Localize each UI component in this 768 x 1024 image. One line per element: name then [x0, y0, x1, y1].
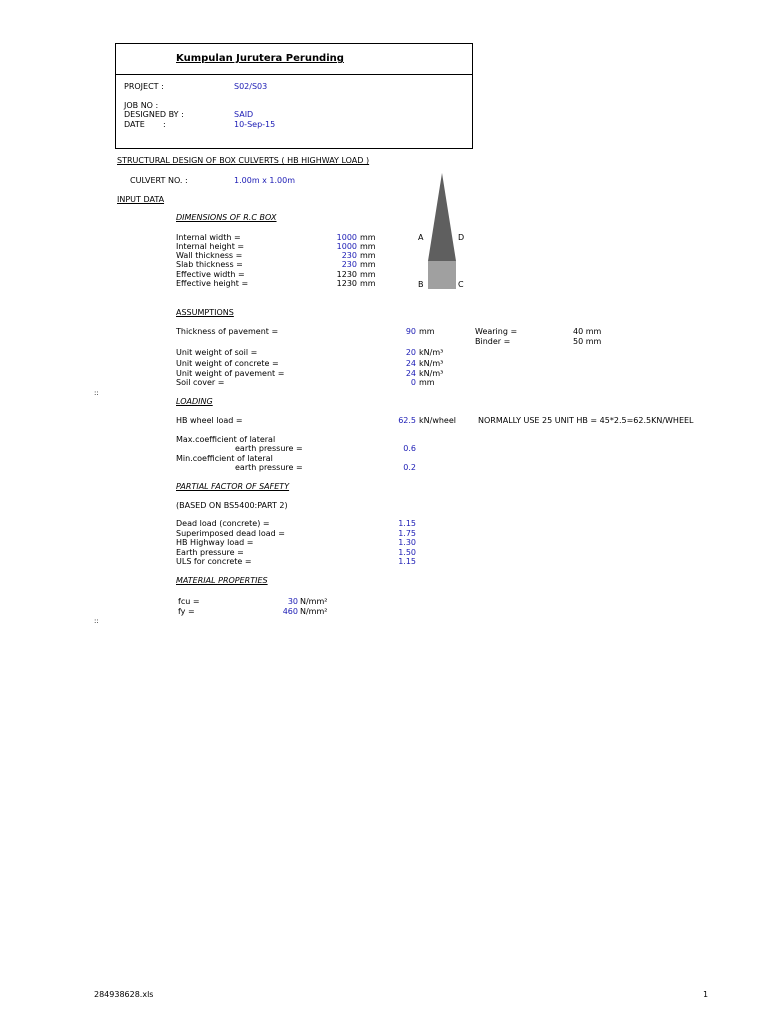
safety-label: Superimposed dead load =	[176, 529, 286, 538]
dim-label: Effective width =	[176, 270, 245, 279]
assumption-value: 24	[405, 359, 416, 368]
hb-load-unit: kN/wheel	[419, 416, 456, 425]
pavement-unit: mm	[419, 327, 435, 336]
culvert-label: CULVERT NO. :	[130, 176, 188, 185]
assumption-unit: kN/m³	[419, 348, 444, 357]
dim-label: Internal height =	[176, 242, 245, 251]
diagram-label-a: A	[418, 233, 424, 242]
dim-unit: mm	[360, 251, 376, 260]
assumption-unit: kN/m³	[419, 359, 444, 368]
safety-value: 1.15	[398, 557, 416, 566]
max-coefficient-value: 0.6	[403, 444, 416, 453]
date-value: 10-Sep-15	[234, 120, 276, 129]
row-separator: ::	[94, 389, 99, 397]
dim-value: 230	[341, 260, 357, 269]
assumption-unit: kN/m³	[419, 369, 444, 378]
dim-value: 1000	[336, 242, 357, 251]
min-coefficient-label: Min.coefficient of lateral	[176, 454, 273, 463]
diagram-label-b: B	[418, 280, 424, 289]
assumption-label: Soil cover =	[176, 378, 225, 387]
dim-unit: mm	[360, 279, 376, 288]
fcu-unit: N/mm²	[300, 597, 328, 606]
project-value: S02/S03	[234, 82, 268, 91]
fy-label: fy =	[178, 607, 195, 616]
hb-load-value: 62.5	[398, 416, 416, 425]
safety-heading: PARTIAL FACTOR OF SAFETY	[176, 482, 290, 491]
safety-label: Dead load (concrete) =	[176, 519, 270, 528]
fcu-label: fcu =	[178, 597, 200, 606]
material-heading: MATERIAL PROPERTIES	[176, 576, 268, 585]
assumption-label: Unit weight of concrete =	[176, 359, 279, 368]
diagram-label-d: D	[458, 233, 465, 242]
pavement-value: 90	[405, 327, 416, 336]
dim-value: 1230	[336, 279, 357, 288]
fy-value: 460	[282, 607, 298, 616]
assumption-value: 24	[405, 369, 416, 378]
max-earth-pressure-label: earth pressure =	[235, 444, 303, 453]
wearing-value: 40 mm	[573, 327, 602, 336]
dim-label: Effective height =	[176, 279, 249, 288]
footer-page-number: 1	[703, 990, 709, 999]
row-separator: ::	[94, 617, 99, 625]
culvert-spire-shape	[428, 173, 456, 261]
max-coefficient-label: Max.coefficient of lateral	[176, 435, 276, 444]
dim-value: 1000	[336, 233, 357, 242]
dim-unit: mm	[360, 233, 376, 242]
culvert-value: 1.00m x 1.00m	[234, 176, 296, 185]
header-divider	[115, 74, 473, 75]
fcu-value: 30	[287, 597, 298, 606]
designedby-label: DESIGNED BY :	[124, 110, 184, 119]
diagram-label-c: C	[458, 280, 464, 289]
safety-value: 1.50	[398, 548, 416, 557]
dim-unit: mm	[360, 260, 376, 269]
company-name: Kumpulan Jurutera Perunding	[176, 53, 344, 64]
min-earth-pressure-label: earth pressure =	[235, 463, 303, 472]
dim-label: Wall thickness =	[176, 251, 243, 260]
dimensions-heading: DIMENSIONS OF R.C BOX	[176, 213, 277, 222]
designedby-value: SAID	[234, 110, 254, 119]
safety-value: 1.75	[398, 529, 416, 538]
pavement-label: Thickness of pavement =	[176, 327, 279, 336]
culvert-box-shape	[428, 261, 456, 289]
dim-label: Slab thickness =	[176, 260, 243, 269]
binder-label: Binder =	[475, 337, 511, 346]
loading-heading: LOADING	[176, 397, 213, 406]
safety-label: ULS for concrete =	[176, 557, 252, 566]
input-data-heading: INPUT DATA	[117, 195, 165, 204]
safety-value: 1.15	[398, 519, 416, 528]
safety-label: Earth pressure =	[176, 548, 244, 557]
binder-value: 50 mm	[573, 337, 602, 346]
assumption-value: 20	[405, 348, 416, 357]
assumptions-heading: ASSUMPTIONS	[176, 308, 234, 317]
assumption-label: Unit weight of pavement =	[176, 369, 285, 378]
footer-filename: 284938628.xls	[94, 990, 154, 999]
dim-unit: mm	[360, 242, 376, 251]
wearing-label: Wearing =	[475, 327, 518, 336]
safety-basis: (BASED ON BS5400:PART 2)	[176, 501, 288, 510]
safety-value: 1.30	[398, 538, 416, 547]
min-coefficient-value: 0.2	[403, 463, 416, 472]
document-title: STRUCTURAL DESIGN OF BOX CULVERTS ( HB HIGHWAY LOAD )	[117, 156, 370, 165]
assumption-unit: mm	[419, 378, 435, 387]
project-label: PROJECT :	[124, 82, 164, 91]
assumption-value: 0	[410, 378, 416, 387]
hb-load-label: HB wheel load =	[176, 416, 243, 425]
hb-load-note: NORMALLY USE 25 UNIT HB = 45*2.5=62.5KN/WHEEL	[478, 416, 694, 425]
dim-value: 1230	[336, 270, 357, 279]
assumption-label: Unit weight of soil =	[176, 348, 258, 357]
dim-unit: mm	[360, 270, 376, 279]
dim-label: Internal width =	[176, 233, 241, 242]
jobno-label: JOB NO :	[124, 101, 159, 110]
date-colon: :	[163, 120, 166, 129]
date-label: DATE	[124, 120, 145, 129]
dim-value: 230	[341, 251, 357, 260]
fy-unit: N/mm²	[300, 607, 328, 616]
safety-label: HB Highway load =	[176, 538, 254, 547]
